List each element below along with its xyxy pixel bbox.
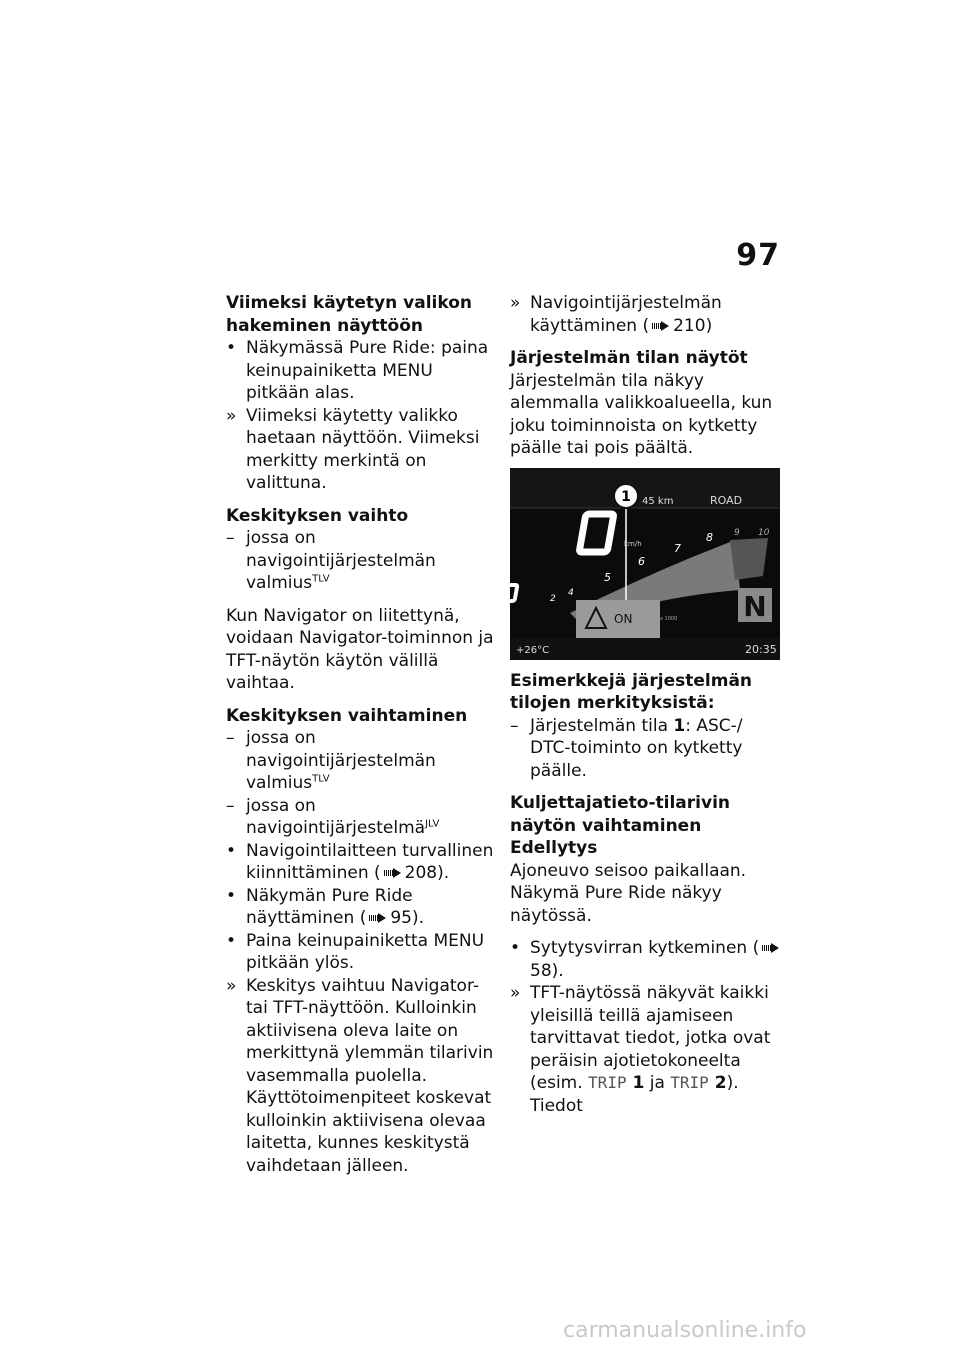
list-item: – jossa on navigointijärjestelmän valmius$^{TLV}$: [226, 728, 436, 793]
rpm-scale: x 1000: [660, 615, 678, 622]
list-item: » TFT-näytössä näkyvät kaikki yleisillä teillä ajamiseen tarvittavat tiedot, jotka ovat peräisin ajotietokoneelta (esim. TRIP 1 ja TRIP 2). Tiedot: [510, 983, 771, 1116]
svg-text:10: 10: [758, 527, 770, 538]
page-reference[interactable]: 95: [390, 908, 412, 928]
list-item: » Viimeksi käytetty valikko haetaan näyttöön. Viimeksi merkitty merkintä on valittuna.: [226, 405, 480, 493]
list-item: » Keskitys vaihtuu Navigator- tai TFT-näyttöön. Kulloinkin aktiivisena oleva laite on merkittynä ylemmän tilarivin vasemmalla puolella. Käyttötoimenpiteet koskevat kulloinkin aktiivisena olevaa laitetta, kunnes keskitystä vaihdetaan jälleen.: [226, 975, 494, 1176]
list-item: » Navigointijärjestelmän käyttäminen ( 210): [510, 293, 722, 336]
tft-display-image: [510, 468, 780, 660]
section-title: Viimeksi käytetyn valikon hakeminen näyttöön: [226, 293, 472, 336]
paragraph: Kun Navigator on liitettynä, voidaan Navigator-toiminnon ja TFT-näytön käytön välillä vaihtaa.: [226, 605, 494, 693]
section-title: Keskityksen vaihto: [226, 505, 409, 526]
paragraph: Järjestelmän tila näkyy alemmalla valikkoalueella, kun joku toiminnoista on kytketty päälle tai pois päältä.: [510, 370, 773, 458]
svg-text:2: 2: [550, 593, 556, 604]
list-item: • Paina keinupainiketta MENU pitkään ylös.: [226, 930, 485, 973]
dashboard-figure: [510, 468, 780, 660]
svg-text:8: 8: [706, 530, 713, 544]
section-title: Järjestelmän tilan näytöt: [510, 348, 748, 368]
page-reference-icon: [384, 868, 402, 878]
list-item: – jossa on navigointijärjestelmän valmius$^{TLV}$: [226, 528, 436, 593]
page-reference[interactable]: 58: [530, 960, 552, 981]
speed-unit: km/h: [624, 539, 642, 548]
gear-indicator: N: [743, 589, 767, 623]
svg-text:9: 9: [734, 527, 740, 538]
right-column: [510, 292, 785, 1117]
section-title: Keskityksen vaihtaminen: [226, 705, 468, 726]
svg-text:6: 6: [638, 554, 645, 568]
page-reference-icon: [652, 321, 670, 331]
page-reference-icon: [762, 943, 780, 953]
status-label: ON: [614, 611, 633, 626]
list-item: • Näkymässä Pure Ride: paina keinupainiketta MENU pitkään alas.: [226, 338, 489, 403]
page-reference[interactable]: 210: [673, 315, 706, 336]
list-item: • Näkymän Pure Ride näyttäminen ( 95).: [226, 885, 425, 928]
list-item: – Järjestelmän tila 1: ASC-/ DTC-toiminto on kytketty päälle.: [510, 715, 743, 781]
svg-text:4: 4: [568, 587, 574, 598]
watermark: carmanualsonline.info: [563, 1318, 807, 1343]
paragraph: Ajoneuvo seisoo paikallaan. Näkymä Pure Ride näkyy näytössä.: [510, 860, 747, 926]
page-reference-icon: [369, 913, 387, 923]
left-column: [226, 292, 498, 1177]
svg-text:5: 5: [604, 570, 611, 584]
clock: 20:35: [745, 642, 777, 656]
temperature: +26°C: [516, 644, 550, 656]
list-item: • Navigointilaitteen turvallinen kiinnittäminen ( 208).: [226, 840, 494, 883]
section-title: Kuljettajatieto-tilarivin näytön vaihtaminen: [510, 793, 731, 836]
riding-mode: ROAD: [710, 493, 743, 507]
section-title: Esimerkkejä järjestelmän tilojen merkityksistä:: [510, 670, 753, 713]
page-reference[interactable]: 208: [404, 863, 438, 883]
section-subtitle: Edellytys: [510, 838, 598, 858]
svg-text:7: 7: [674, 541, 681, 555]
callout-number: 1: [621, 488, 631, 505]
trip-distance: 45 km: [642, 495, 674, 507]
list-item: – jossa on navigointijärjestelmä$^{JLV}$: [226, 795, 440, 838]
list-item: • Sytytysvirran kytkeminen (58).: [510, 937, 785, 982]
page-number: 97: [736, 238, 780, 273]
